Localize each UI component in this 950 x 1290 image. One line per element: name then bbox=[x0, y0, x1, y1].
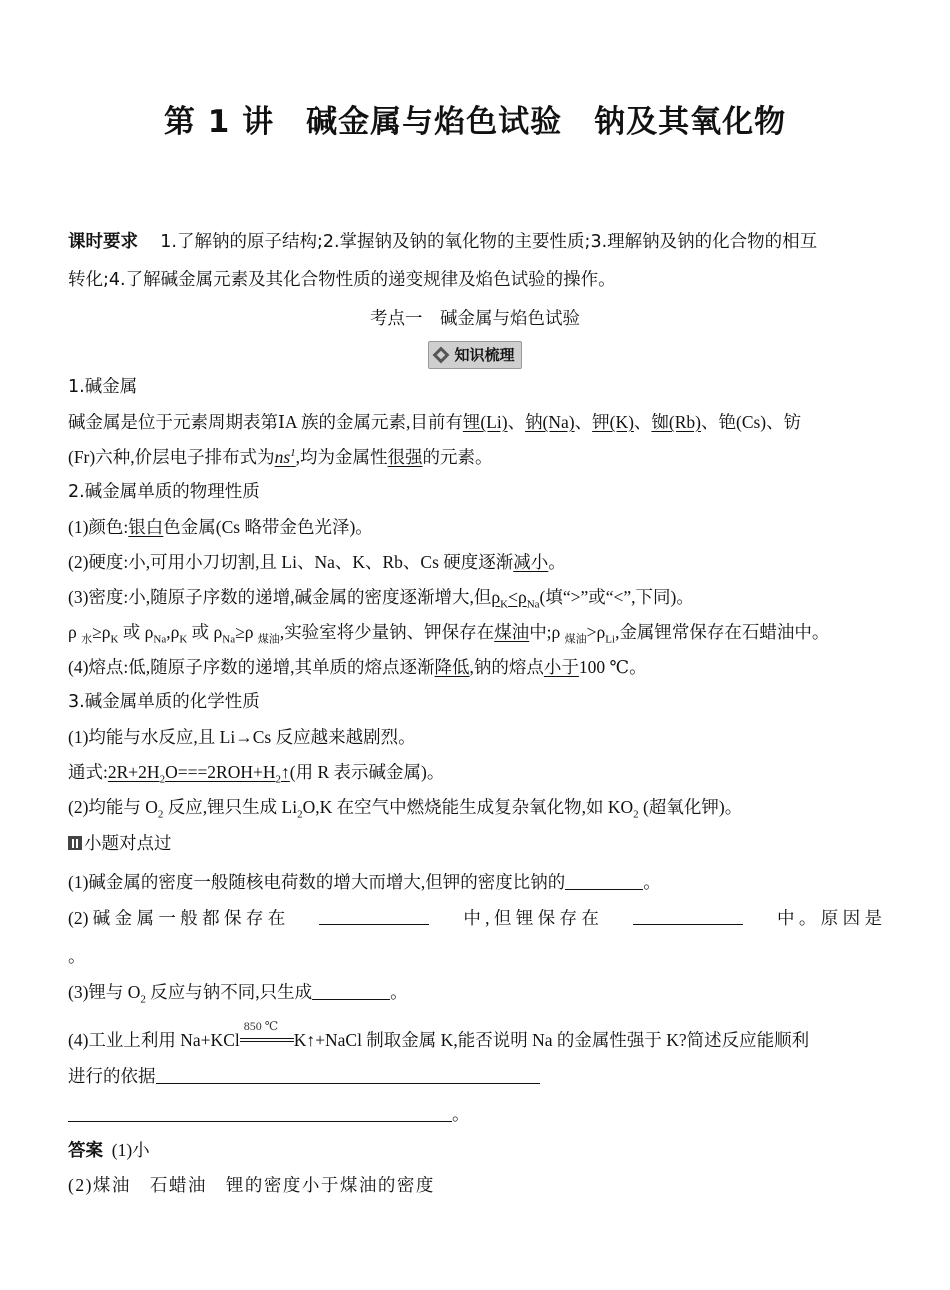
answers-line-1 bbox=[68, 1138, 882, 1163]
answer-ns bbox=[275, 447, 296, 467]
knowledge-badge bbox=[428, 341, 521, 369]
answers-label: 答案 bbox=[68, 1141, 103, 1161]
hardness-line bbox=[68, 550, 882, 574]
requirements-line-2: 转化;4.了解碱金属元素及其化合物性质的递变规律及焰色试验的操作。 bbox=[68, 270, 616, 290]
question-3 bbox=[68, 980, 882, 1004]
text: 色金属(Cs 略带金色光泽)。 bbox=[163, 517, 373, 537]
knowledge-badge-label: 知识梳理 bbox=[454, 346, 515, 364]
text: (1)碱金属的密度一般随核电荷数的增大而增大,但钾的密度比钠的 bbox=[68, 872, 566, 892]
text: ,均为金属性 bbox=[295, 447, 388, 467]
text: (1)颜色: bbox=[68, 517, 129, 537]
question-2-end: 。 bbox=[68, 946, 86, 966]
text: 。 bbox=[548, 552, 566, 572]
requirements-line-1 bbox=[68, 230, 882, 254]
exercise-icon bbox=[68, 836, 82, 850]
answer-blank[interactable] bbox=[633, 906, 743, 925]
formula-line bbox=[68, 760, 882, 784]
text: 的元素。 bbox=[422, 447, 493, 467]
text: 碱金属是位于元素周期表第ⅠA 族的金属元素,目前有 bbox=[68, 412, 463, 432]
ns-text: ns bbox=[274, 447, 291, 467]
requirements-text-1: 1.了解钠的原子结构;2.掌握钠及钠的氧化物的主要性质;3.理解钠及钠的化合物的相互 bbox=[160, 232, 818, 252]
answer-less-than: 小于 bbox=[543, 657, 579, 677]
question-4-line-2 bbox=[68, 1064, 882, 1088]
section-1-line-2 bbox=[68, 445, 882, 469]
answer-hardness: 减小 bbox=[513, 552, 549, 572]
sep: 、 bbox=[507, 412, 526, 432]
knowledge-badge-row bbox=[68, 341, 882, 369]
answer-blank[interactable] bbox=[565, 871, 643, 890]
text: 、铯(Cs)、钫 bbox=[701, 412, 802, 432]
ns-sup: 1 bbox=[290, 447, 296, 460]
text: 通式: bbox=[68, 762, 108, 782]
condition-text: 850 ℃ bbox=[243, 1019, 279, 1033]
answer-1: (1)小 bbox=[111, 1140, 150, 1160]
section-3-heading: 3.碱金属单质的化学性质 bbox=[68, 692, 260, 712]
oxygen-line bbox=[68, 795, 882, 819]
text: 。 bbox=[643, 872, 661, 892]
question-4-line-1 bbox=[68, 1019, 882, 1052]
question-4-line-3 bbox=[68, 1102, 882, 1126]
page-title: 第 1 讲 碱金属与焰色试验 钠及其氧化物 bbox=[163, 104, 787, 140]
answer-formula: $2R+2H_2O===2ROH+H_2↑$ bbox=[107, 762, 290, 786]
section-2-heading: 2.碱金属单质的物理性质 bbox=[68, 482, 260, 502]
text: (2) 碱 金 属 一 般 都 保 存 在 bbox=[68, 908, 286, 928]
answer-density: $\rho_K<\rho_{Na}$ bbox=[491, 587, 540, 611]
sep: 、 bbox=[574, 412, 593, 432]
requirements-label: 课时要求 bbox=[68, 232, 138, 252]
text: (3)密度:小,随原子序数的递增,碱金属的密度逐渐增大,但 bbox=[68, 587, 492, 607]
text: 中 , 但 锂 保 存 在 bbox=[463, 908, 599, 928]
diamond-icon bbox=[433, 347, 450, 364]
oxygen-text: (2)均能与 $O_2$ 反应,锂只生成 $Li_2O,K$ 在空气中燃烧能生成复杂氧化物,如 $KO_2$ (超氧化钾)。 bbox=[68, 797, 743, 821]
answer-strong: 很强 bbox=[387, 447, 423, 467]
text: 。 bbox=[390, 982, 408, 1002]
answers-line-2: (2)煤油 石蜡油 锂的密度小于煤油的密度 bbox=[68, 1175, 435, 1195]
text: 中 。 原 因 是 bbox=[776, 908, 882, 928]
answer-na: 钠(Na) bbox=[525, 412, 575, 432]
text: (用 R 表示碱金属)。 bbox=[289, 762, 445, 782]
text: 100 ℃。 bbox=[578, 657, 647, 677]
text: 进行的依据 bbox=[68, 1066, 156, 1086]
melting-line bbox=[68, 655, 882, 679]
text: ,钠的熔点 bbox=[469, 657, 544, 677]
rho-relations-2: 中;ρ $_{煤油}>\rho_{Li}$,金属锂常保存在石蜡油中。 bbox=[529, 622, 830, 646]
kaodian-heading: 考点一 碱金属与焰色试验 bbox=[370, 309, 580, 329]
answer-li: 锂(Li) bbox=[462, 412, 508, 432]
exercise-heading-row bbox=[68, 832, 882, 856]
answer-blank[interactable] bbox=[319, 906, 429, 925]
text: (填“>”或“<”,下同)。 bbox=[539, 587, 694, 607]
density-detail-line bbox=[68, 620, 882, 644]
answer-blank[interactable] bbox=[156, 1065, 540, 1084]
sep: 、 bbox=[633, 412, 652, 432]
answer-color: 银白 bbox=[128, 517, 164, 537]
q3-text: (3)锂与 $O_2$ 反应与钠不同,只生成 bbox=[68, 982, 313, 1006]
exercise-heading: 小题对点过 bbox=[84, 834, 172, 854]
color-line bbox=[68, 515, 882, 539]
answer-k: 钾(K) bbox=[592, 412, 634, 432]
rho-relations: ρ $_水\ge\rho_K$ 或 $\rho_{Na},\rho_K$ 或 $\rho_{Na}\ge\rho$ $_{煤油}$,实验室将少量钠、钾保存在 bbox=[68, 622, 495, 646]
answer-blank[interactable] bbox=[68, 1103, 452, 1122]
question-1 bbox=[68, 870, 882, 894]
reaction-condition bbox=[240, 1019, 294, 1052]
text: (4)工业上利用 Na+KCl bbox=[68, 1030, 240, 1050]
question-2 bbox=[68, 906, 882, 930]
water-reaction-line: (1)均能与水反应,且 Li→Cs 反应越来越剧烈。 bbox=[68, 727, 416, 747]
answer-kerosene: 煤油 bbox=[494, 622, 530, 642]
text: (2)硬度:小,可用小刀切割,且 Li、Na、K、Rb、Cs 硬度逐渐 bbox=[68, 552, 514, 572]
text: (4)熔点:低,随原子序数的递增,其单质的熔点逐渐 bbox=[68, 657, 435, 677]
density-line bbox=[68, 585, 882, 609]
text: K↑+NaCl 制取金属 K,能否说明 Na 的金属性强于 K?简述反应能顺利 bbox=[293, 1030, 810, 1050]
answer-rb: 铷(Rb) bbox=[651, 412, 701, 432]
section-1-line-1 bbox=[68, 410, 882, 434]
section-1-heading: 1.碱金属 bbox=[68, 377, 138, 397]
text: (Fr)六种,价层电子排布式为 bbox=[68, 447, 275, 467]
text: 。 bbox=[452, 1104, 470, 1124]
answer-blank[interactable] bbox=[312, 981, 390, 1000]
answer-melting: 降低 bbox=[434, 657, 470, 677]
